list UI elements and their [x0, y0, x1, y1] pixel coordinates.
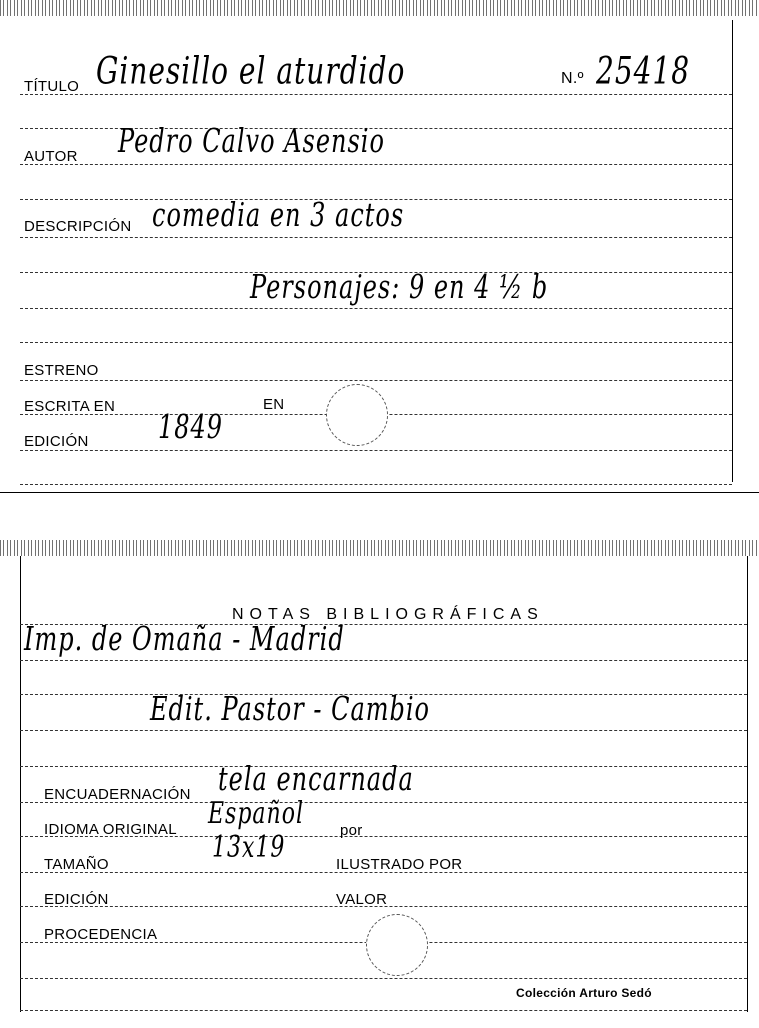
- personajes-value: Personajes: 9 en 4 ½ b: [250, 268, 549, 306]
- edicion-label: EDICIÓN: [44, 891, 109, 908]
- estreno-label: ESTRENO: [24, 362, 99, 379]
- card-right-border: [732, 20, 733, 482]
- encuadernacion-value: tela encarnada: [218, 760, 414, 798]
- rule-line: [20, 164, 732, 165]
- rule-line: [20, 94, 732, 95]
- autor-value: Pedro Calvo Asensio: [118, 122, 385, 160]
- por-label: por: [340, 822, 363, 839]
- descripcion-label: DESCRIPCIÓN: [24, 218, 132, 235]
- rule-line: [20, 308, 732, 309]
- rule-line: [20, 978, 747, 979]
- card-bottom-border: [0, 492, 759, 493]
- card-edge-texture: [0, 0, 759, 16]
- rule-line: [20, 660, 747, 661]
- encuadernacion-label: ENCUADERNACIÓN: [44, 786, 191, 803]
- autor-label: AUTOR: [24, 148, 78, 165]
- procedencia-label: PROCEDENCIA: [44, 926, 158, 943]
- rule-line: [20, 730, 747, 731]
- escrita-en-label: ESCRITA EN: [24, 398, 116, 415]
- en-label: EN: [263, 396, 285, 413]
- tamano-label: TAMAÑO: [44, 856, 109, 873]
- idioma-label: IDIOMA ORIGINAL: [44, 821, 177, 838]
- rule-line: [20, 237, 732, 238]
- notes-line-1: Imp. de Omaña - Madrid: [24, 620, 345, 658]
- notes-line-2: Edit. Pastor - Cambio: [150, 690, 431, 728]
- rule-line: [20, 1010, 747, 1011]
- punch-hole: [366, 914, 428, 976]
- ilustrado-label: ILUSTRADO POR: [336, 856, 463, 873]
- descripcion-value: comedia en 3 actos: [152, 196, 405, 234]
- notas-heading: NOTAS BIBLIOGRÁFICAS: [232, 606, 544, 623]
- numero-label: N.º: [561, 70, 584, 87]
- collection-footer: Colección Arturo Sedó: [516, 986, 652, 1000]
- titulo-value: Ginesillo el aturdido: [96, 48, 406, 93]
- rule-line: [20, 484, 732, 485]
- tamano-value: 13x19: [212, 831, 286, 865]
- valor-label: VALOR: [336, 891, 388, 908]
- titulo-label: TÍTULO: [24, 78, 80, 95]
- card-right-border: [747, 556, 748, 1012]
- edicion-label: EDICIÓN: [24, 433, 89, 450]
- rule-line: [20, 342, 732, 343]
- rule-line: [20, 380, 732, 381]
- idioma-value: Español: [208, 797, 304, 831]
- card-edge-texture: [0, 540, 759, 556]
- numero-value: 25418: [596, 48, 691, 93]
- rule-line: [20, 450, 732, 451]
- punch-hole: [326, 384, 388, 446]
- edicion-value: 1849: [158, 408, 224, 446]
